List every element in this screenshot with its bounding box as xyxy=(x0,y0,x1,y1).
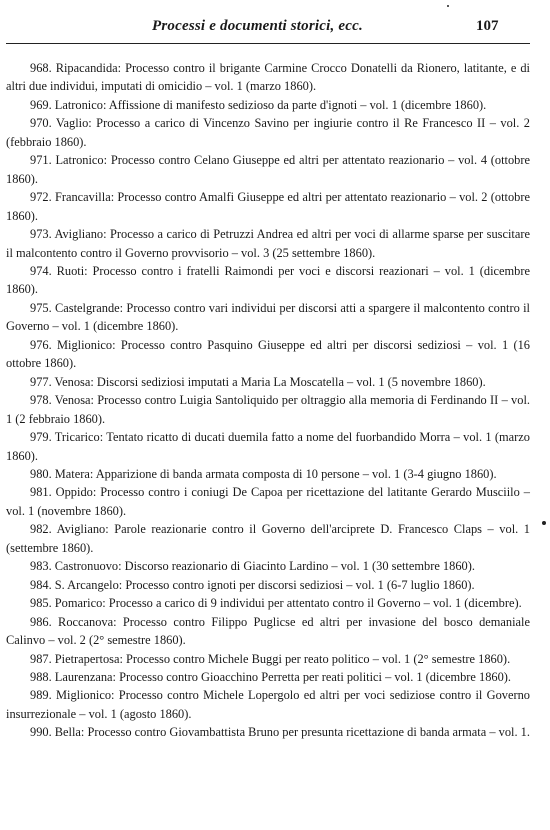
entry-977: 977. Venosa: Discorsi sediziosi imputati a Maria La Moscatella – vol. 1 (5 novembre 1860). xyxy=(30,374,486,389)
entry-975: 975. Castelgrande: Processo contro vari individui per discorsi atti a spargere il malcontento contro il Governo – vol. 1 (dicembre 1860). xyxy=(6,300,530,334)
entry-973: 973. Avigliano: Processo a carico di Petruzzi Andrea ed altri per voci di allarme sparse per suscitare il malcontento contro il Governo provvisorio – vol. 3 (25 settembre 1860). xyxy=(6,227,530,260)
entry-974: 974. Ruoti: Processo contro i fratelli Raimondi per voci e discorsi reazionari – vol. 1 (dicembre 1860). xyxy=(6,263,530,297)
entry-986: 986. Roccanova: Processo contro Filippo Puglicse ed altri per invasione del bosco demaniale Calinvo – vol. 2 (2° semestre 1860). xyxy=(6,614,530,648)
entry-984: 984. S. Arcangelo: Processo contro ignoti per discorsi sediziosi – vol. 1 (6-7 luglio 1860). xyxy=(30,577,475,592)
entry-979: 979. Tricarico: Tentato ricatto di ducati duemila fatto a nome del fuorbandido Morra – vol. 1 (marzo 1860). xyxy=(6,430,530,463)
running-header xyxy=(0,14,550,40)
entry-982: 982. Avigliano: Parole reazionarie contro il Governo dell'arciprete D. Francesco Claps – vol. 1 (settembre 1860). xyxy=(6,522,530,555)
print-speck xyxy=(447,5,449,7)
entry-list xyxy=(6,59,530,742)
entry-981: 981. Oppido: Processo contro i coniugi De Capoa per ricettazione del latitante Gerardo Musciilo – vol. 1 (novembre 1860). xyxy=(6,485,530,518)
entry-990: 990. Bella: Processo contro Giovambattista Bruno per presunta ricettazione di banda armata – vol. 1. xyxy=(30,725,530,740)
entry-970: 970. Vaglio: Processo a carico di Vincenzo Savino per ingiurie contro il Re Francesco II – vol. 2 (febbraio 1860). xyxy=(6,116,530,149)
entry-983: 983. Castronuovo: Discorso reazionario di Giacinto Lardino – vol. 1 (30 settembre 1860). xyxy=(30,559,475,574)
entry-989: 989. Miglionico: Processo contro Michele Lopergolo ed altri per voci sediziose contro il Governo insurrezionale – vol. 1 (agosto 1860). xyxy=(6,688,530,721)
entry-976: 976. Miglionico: Processo contro Pasquino Giuseppe ed altri per discorsi sediziosi – vol. 1 (16 ottobre 1860). xyxy=(6,337,530,371)
entry-985: 985. Pomarico: Processo a carico di 9 individui per attentato contro il Governo – vol. 1 (dicembre). xyxy=(30,596,522,611)
print-speck xyxy=(542,521,546,525)
entry-987: 987. Pietrapertosa: Processo contro Michele Buggi per reato politico – vol. 1 (2° semestre 1860). xyxy=(30,651,511,666)
entry-972: 972. Francavilla: Processo contro Amalfi Giuseppe ed altri per attentato reazionario – vol. 2 (ottobre 1860). xyxy=(6,190,530,223)
page-number: 107 xyxy=(476,18,499,34)
entry-971: 971. Latronico: Processo contro Celano Giuseppe ed altri per attentato reazionario – vol. 4 (ottobre 1860). xyxy=(6,153,530,186)
entry-978: 978. Venosa: Processo contro Luigia Santoliquido per oltraggio alla memoria di Ferdinando II – vol. 1 (2 febbraio 1860). xyxy=(6,393,530,426)
running-title: Processi e documenti storici, ecc. xyxy=(152,18,363,34)
entry-969: 969. Latronico: Affissione di manifesto sedizioso da parte d'ignoti – vol. 1 (dicembre 1860). xyxy=(30,97,487,112)
header-rule xyxy=(6,43,530,44)
entry-968: 968. Ripacandida: Processo contro il brigante Carmine Crocco Donatelli da Rionero, latitante, e di altri due individui, imputati di omicidio – vol. 1 (marzo 1860). xyxy=(6,61,530,94)
entry-980: 980. Matera: Apparizione di banda armata composta di 10 persone – vol. 1 (3-4 giugno 1860). xyxy=(30,466,497,481)
entry-988: 988. Laurenzana: Processo contro Gioacchino Perretta per reati politici – vol. 1 (dicembre 1860). xyxy=(30,669,512,684)
